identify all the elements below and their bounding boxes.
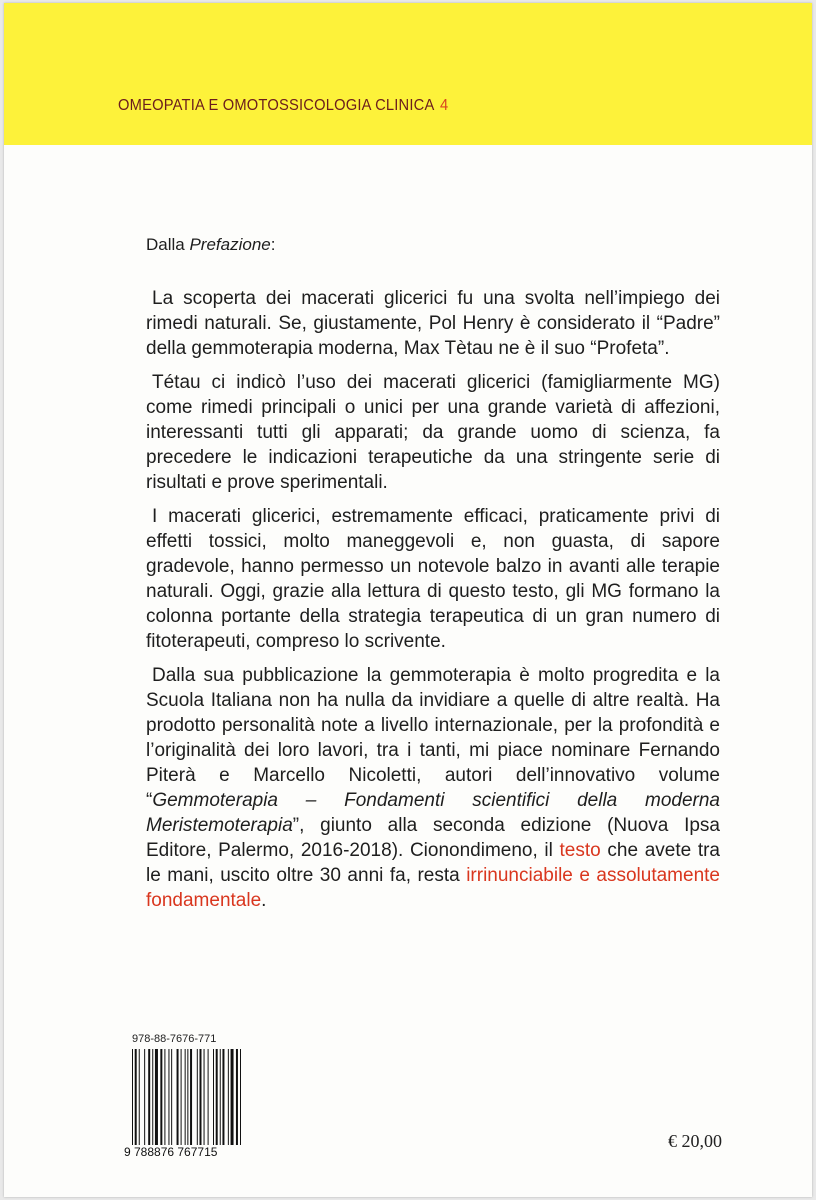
yellow-header-band: [4, 3, 812, 145]
paragraph-1: La scoperta dei macerati glicerici fu una svolta nell’impiego dei rimedi naturali. Se, giustamente, Pol Henry è considerato il “Padre” della gemmoterapia moderna, Max Tètau ne è il suo “Profeta”.: [146, 288, 720, 359]
paragraph-3: I macerati glicerici, estremamente efficaci, praticamente privi di effetti tossici, molto maneggevoli e, non guasta, di sapore gradevole, hanno permesso un notevole balzo in avanti alle terapie naturali. Oggi, grazie alla lettura di questo testo, gli MG formano la colonna portante della strategia terapeutica di un gran numero di fitoterapeuti, compreso lo scrivente.: [146, 506, 720, 652]
book-title-italic: Gemmoterapia – Fondamenti scientifici della moderna Meristemoterapia: [146, 790, 720, 836]
price: € 20,00: [668, 1131, 722, 1151]
preface-excerpt: [146, 231, 720, 922]
isbn-label: 978-88-7676-771: [132, 1033, 217, 1045]
paragraph-4-part4: .: [261, 890, 267, 911]
intro-prefix: Dalla: [146, 235, 190, 254]
paragraph-2: Tétau ci indicò l’uso dei macerati glicerici (famigliarmente MG) come rimedi principali o unici per una grande varietà di affezioni, interessanti tutti gli apparati; da grande uomo di scienza, fa precedere le indicazioni terapeutiche da una stringente serie di risultati e prove sperimentali.: [146, 372, 720, 493]
highlight-fondamentale: irrinunciabile e assolutamente fondamentale: [146, 865, 720, 911]
series-number: 4: [439, 97, 449, 114]
intro-line: [146, 231, 720, 259]
barcode-digits: 9 788876 767715: [124, 1145, 218, 1159]
paragraph-4-part3: che avete tra le mani, uscito oltre 30 anni fa, resta: [146, 840, 720, 886]
paragraph-4-part1: Dalla sua pubblicazione la gemmoterapia è molto progredita e la Scuola Italiana non ha nulla da invidiare a quelle di altre realtà. Ha prodotto personalità note a livello internazionale, per la profondità e l’originalità dei loro lavori, tra i tanti, mi piace nominare Fernando Piterà e Marcello Nicoletti, autori dell’innovativo volume “: [146, 665, 720, 811]
barcode-icon: [122, 1049, 284, 1159]
series-title: [118, 97, 448, 115]
highlight-testo: testo: [559, 840, 601, 861]
intro-suffix: :: [270, 235, 276, 254]
paragraph-4: [146, 663, 720, 913]
back-cover: [4, 3, 812, 1197]
intro-italic: Prefazione: [189, 235, 271, 254]
paragraph-4-part2: ”, giunto alla seconda edizione (Nuova Ipsa Editore, Palermo, 2016-2018). Cionondimeno, il: [146, 815, 720, 861]
series-title-text: OMEOPATIA E OMOTOSSICOLOGIA CLINICA: [118, 97, 435, 114]
